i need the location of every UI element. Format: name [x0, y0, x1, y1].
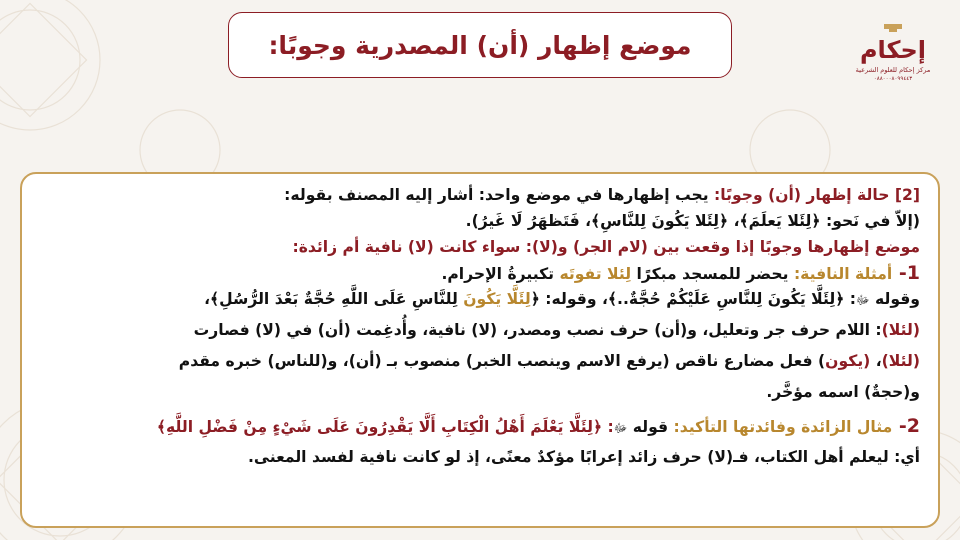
line-5-highlight: لِئَلَّا يَكُونَ: [463, 290, 531, 308]
line-6-text: : اللام حرف جر وتعليل، و(أن) حرف نصب ومصدر، (لا) نافية، وأُدغِمت (أن) في (لا) فصارت: [193, 321, 882, 339]
logo-phone: ٠٨٨٠٠٠٨٠٩٩٤٤٣: [873, 76, 913, 82]
line-8: [38, 379, 920, 405]
line-7-sep: ،: [870, 352, 882, 370]
section-heading: [2] حالة إظهار (أن) وجوبًا:: [714, 186, 920, 204]
line-4: [38, 260, 920, 286]
line-9-quote: : ﴿لِئَلَّا يَعْلَمَ أَهْلُ الْكِتَابِ أَلَّا يَقْدِرُونَ عَلَى شَيْءٍ مِنْ فَضْلِ اللَّهِ﴾: [156, 418, 614, 436]
line-1: [38, 182, 920, 208]
line-3: [38, 234, 920, 260]
line-5-quote-1: : ﴿لِئَلَّا يَكُونَ لِلنَّاسِ عَلَيْكُمْ حُجَّةٌ..﴾، وقوله: ﴿: [530, 290, 857, 308]
line-7-text: ) فعل مضارع ناقص (يرفع الاسم وينصب الخبر) منصوب بـ (أن)، و(للناس) خبره مقدم: [178, 352, 826, 370]
slide-title: موضع إظهار (أن) المصدرية وجوبًا:: [268, 30, 692, 60]
line-2-text: (إلاّ في نَحو: ﴿لِئَلا يَعلَمَ﴾، ﴿لِئَلا يَكُونَ لِلنَّاسِ﴾، فَتَظهَرُ لَا غَيرُ).: [465, 212, 920, 230]
logo-mark-icon: [856, 24, 930, 64]
item-heading-1: أمثلة النافية:: [793, 265, 893, 283]
line-7: [38, 348, 920, 374]
logo: [846, 24, 940, 96]
line-8-text: و(حجةٌ) اسمه مؤخَّر.: [766, 383, 920, 401]
line-1-text: يجب إظهارها في موضع واحد: أشار إليه المصنف بقوله:: [284, 186, 715, 204]
logo-subtitle: مركز إحكام للعلوم الشرعية: [855, 66, 931, 74]
line-3-text: موضع إظهارها وجوبًا إذا وقعت بين (لام الجر) و(لا): سواء كانت (لا) نافية أم زائدة:: [292, 238, 920, 256]
line-10-text: أي: ليعلم أهل الكتاب، فـ(لا) حرف زائد إعرابًا مؤكدٌ معنًى، إذ لو كانت نافية لفسد المعنى.: [248, 448, 920, 466]
line-2: [38, 208, 920, 234]
line-5-quote-2: لِلنَّاسِ عَلَى اللَّهِ حُجَّةٌ بَعْدَ الرُّسُلِ﴾،: [204, 290, 464, 308]
item-number-1: 1-: [892, 262, 920, 284]
honorific-icon: ﷻ: [856, 293, 870, 307]
item-heading-2: مثال الزائدة وفائدتها التأكيد:: [673, 418, 893, 436]
line-4-highlight: لِئلا تفوتَه: [559, 265, 632, 283]
line-4-text: يحضر للمسجد مبكرًا: [631, 265, 794, 283]
line-5-pre: وقوله: [869, 290, 920, 308]
line-5: [38, 286, 920, 312]
line-4-tail: تكبيرةُ الإحرام.: [441, 265, 560, 283]
honorific-icon: ﷻ: [613, 421, 628, 435]
item-number-2: 2-: [892, 415, 920, 437]
line-9: [38, 413, 920, 439]
line-10: [38, 444, 920, 470]
line-9-pre: قوله: [627, 418, 674, 436]
title-box: [228, 12, 732, 78]
line-7-highlight-2: (يكون: [825, 352, 871, 370]
line-6-highlight: (لئلا): [881, 321, 920, 339]
line-7-highlight-1: (لئلا): [881, 352, 920, 370]
content-box: [20, 172, 940, 528]
logo-text: إحكام: [859, 36, 927, 64]
line-6: [38, 317, 920, 343]
